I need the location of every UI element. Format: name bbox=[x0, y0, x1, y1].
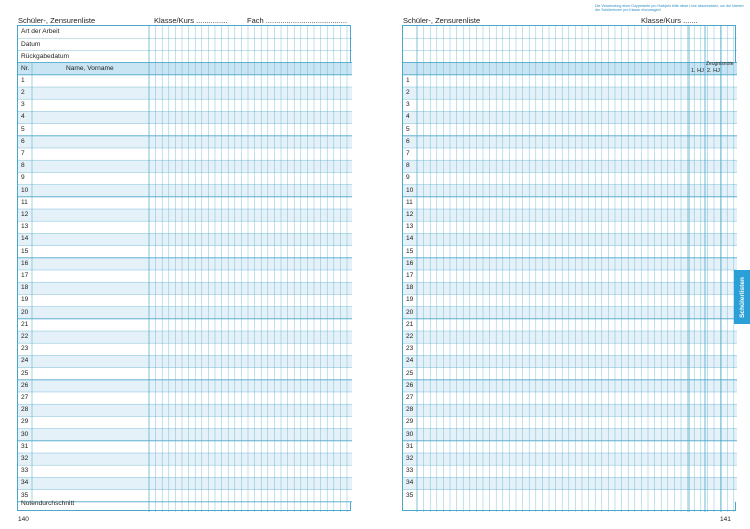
row-number: 13 bbox=[406, 223, 414, 231]
row-number: 17 bbox=[21, 272, 29, 279]
row-number: 8 bbox=[406, 162, 410, 170]
klasse-kurs-field-right: Klasse/Kurs ....... bbox=[641, 16, 698, 25]
table-row bbox=[18, 209, 352, 221]
table-row bbox=[18, 294, 352, 306]
table-row bbox=[18, 380, 352, 392]
table-row bbox=[18, 441, 352, 453]
table-row bbox=[18, 331, 352, 343]
table-row bbox=[18, 465, 352, 477]
page-number-right: 141 bbox=[720, 516, 731, 523]
table-row bbox=[18, 233, 352, 245]
row-number: 2 bbox=[21, 89, 25, 96]
row-number: 31 bbox=[21, 442, 29, 450]
table-row bbox=[403, 416, 737, 428]
row-number: 3 bbox=[406, 101, 410, 109]
row-number: 2 bbox=[406, 89, 410, 96]
row-number: 29 bbox=[21, 418, 29, 426]
row-number: 3 bbox=[21, 101, 25, 109]
row-number: 21 bbox=[406, 320, 414, 328]
row-number: 18 bbox=[21, 284, 29, 292]
table-row bbox=[18, 343, 352, 355]
row-number: 29 bbox=[406, 418, 414, 426]
row-number: 11 bbox=[21, 198, 28, 206]
table-row bbox=[403, 258, 737, 270]
row-number: 4 bbox=[406, 113, 410, 121]
table-row bbox=[403, 246, 737, 258]
row-number: 5 bbox=[406, 125, 410, 133]
row-number: 27 bbox=[21, 394, 29, 401]
table-row bbox=[403, 160, 737, 172]
row-number: 23 bbox=[406, 345, 414, 353]
row-number: 10 bbox=[21, 186, 29, 194]
row-number: 24 bbox=[406, 357, 414, 365]
datum-label: Datum bbox=[21, 41, 41, 48]
table-row bbox=[403, 294, 737, 306]
row-number: 33 bbox=[21, 467, 29, 475]
table-row bbox=[403, 282, 737, 294]
row-number: 1 bbox=[21, 76, 25, 84]
row-number: 20 bbox=[406, 308, 414, 316]
grade-table-right bbox=[402, 25, 736, 511]
row-number: 16 bbox=[21, 259, 29, 267]
table-row bbox=[18, 75, 352, 87]
row-number: 8 bbox=[21, 162, 25, 170]
table-row bbox=[18, 282, 352, 294]
table-row bbox=[18, 111, 352, 123]
table-row bbox=[403, 185, 737, 197]
table-row bbox=[18, 416, 352, 428]
table-row bbox=[18, 429, 352, 441]
page-number-left: 140 bbox=[18, 516, 29, 523]
row-number: 28 bbox=[406, 406, 414, 414]
page-title: Schüler-, Zensurenliste bbox=[18, 16, 96, 25]
row-number: 34 bbox=[21, 479, 29, 487]
row-number: 15 bbox=[21, 247, 29, 255]
table-row bbox=[403, 392, 737, 404]
row-number: 24 bbox=[21, 357, 29, 365]
table-row bbox=[18, 307, 352, 319]
table-row bbox=[403, 380, 737, 392]
table-row bbox=[403, 87, 737, 99]
table-row bbox=[403, 209, 737, 221]
table-row bbox=[403, 429, 737, 441]
table-row bbox=[18, 136, 352, 148]
table-row bbox=[403, 270, 737, 282]
table-row bbox=[18, 148, 352, 160]
table-row bbox=[18, 355, 352, 367]
table-row bbox=[18, 368, 352, 380]
table-row bbox=[403, 75, 737, 87]
table-row bbox=[403, 124, 737, 136]
section-tab[interactable] bbox=[734, 270, 750, 324]
row-number: 19 bbox=[406, 296, 414, 304]
row-number: 31 bbox=[406, 442, 414, 450]
table-row bbox=[18, 246, 352, 258]
row-number: 5 bbox=[21, 125, 25, 133]
grid-lines-right bbox=[403, 26, 737, 512]
table-row bbox=[403, 355, 737, 367]
zeugnisnote-header: Zeugnisnote bbox=[706, 61, 734, 67]
row-number: 12 bbox=[21, 211, 29, 218]
art-der-arbeit-label: Art der Arbeit bbox=[21, 28, 60, 35]
rueckgabedatum-label: Rückgabedatum bbox=[21, 53, 70, 60]
row-number: 4 bbox=[21, 113, 25, 121]
row-number: 17 bbox=[406, 272, 414, 279]
table-row bbox=[18, 477, 352, 489]
row-number: 18 bbox=[406, 284, 414, 292]
row-number: 28 bbox=[21, 406, 29, 414]
row-number: 35 bbox=[406, 491, 414, 499]
row-number: 30 bbox=[406, 430, 414, 438]
fach-field: Fach ....................................... bbox=[247, 16, 348, 25]
row-number: 25 bbox=[406, 369, 414, 377]
table-row bbox=[403, 99, 737, 111]
row-number: 32 bbox=[21, 455, 29, 462]
table-row bbox=[403, 441, 737, 453]
table-row bbox=[18, 270, 352, 282]
row-number: 7 bbox=[406, 150, 410, 157]
row-number: 14 bbox=[21, 235, 29, 243]
table-row bbox=[18, 392, 352, 404]
table-row bbox=[18, 319, 352, 331]
row-number: 35 bbox=[21, 491, 29, 499]
row-number: 25 bbox=[21, 369, 29, 377]
table-row bbox=[403, 331, 737, 343]
table-row bbox=[403, 307, 737, 319]
row-number: 26 bbox=[21, 381, 29, 389]
instruction-note: Die Verwendung einer Doppelseite pro Halbjahr bitte diese Linie abschneiden, um die Namen der Schülerinnen pro Klasse einzutragen! bbox=[595, 4, 744, 13]
row-number: 30 bbox=[21, 430, 29, 438]
row-number: 32 bbox=[406, 455, 414, 462]
table-row bbox=[403, 490, 737, 502]
row-number: 12 bbox=[406, 211, 414, 218]
row-number: 22 bbox=[21, 333, 29, 340]
table-row bbox=[18, 258, 352, 270]
page-title-right: Schüler-, Zensurenliste bbox=[403, 16, 481, 25]
row-number: 15 bbox=[406, 247, 414, 255]
row-number: 27 bbox=[406, 394, 414, 401]
table-row bbox=[403, 343, 737, 355]
row-number: 1 bbox=[406, 76, 410, 84]
row-number: 20 bbox=[21, 308, 29, 316]
row-number: 33 bbox=[406, 467, 414, 475]
grade-table-left bbox=[17, 25, 351, 511]
name-header: Name, Vorname bbox=[66, 65, 114, 72]
row-number: 9 bbox=[21, 174, 25, 182]
row-number: 19 bbox=[21, 296, 29, 304]
row-number: 23 bbox=[21, 345, 29, 353]
table-row bbox=[18, 160, 352, 172]
table-row bbox=[18, 99, 352, 111]
nr-header: Nr. bbox=[21, 65, 30, 72]
table-row bbox=[18, 124, 352, 136]
table-row bbox=[18, 221, 352, 233]
row-number: 6 bbox=[406, 137, 410, 145]
table-row bbox=[403, 319, 737, 331]
row-number: 7 bbox=[21, 150, 25, 157]
table-row bbox=[403, 477, 737, 489]
hj1-header: 1. HJ bbox=[691, 68, 704, 74]
row-number: 16 bbox=[406, 259, 414, 267]
grid-lines bbox=[18, 26, 352, 512]
row-number: 34 bbox=[406, 479, 414, 487]
section-tab-label: Schülerlisten bbox=[738, 276, 746, 318]
row-number: 6 bbox=[21, 137, 25, 145]
row-number: 10 bbox=[406, 186, 414, 194]
row-number: 11 bbox=[406, 198, 413, 206]
table-row bbox=[18, 453, 352, 465]
table-row bbox=[403, 197, 737, 209]
klasse-kurs-field: Klasse/Kurs ............... bbox=[154, 16, 228, 25]
table-row bbox=[18, 172, 352, 184]
table-row bbox=[18, 197, 352, 209]
table-row bbox=[403, 136, 737, 148]
table-row bbox=[18, 404, 352, 416]
table-row bbox=[403, 221, 737, 233]
row-number: 21 bbox=[21, 320, 29, 328]
table-row bbox=[403, 172, 737, 184]
table-row bbox=[403, 148, 737, 160]
table-row bbox=[18, 87, 352, 99]
table-row bbox=[403, 111, 737, 123]
table-row bbox=[403, 404, 737, 416]
notendurchschnitt-label: Notendurchschnitt bbox=[21, 500, 75, 507]
table-row bbox=[403, 368, 737, 380]
hj2-header: 2. HJ bbox=[707, 68, 720, 74]
table-row bbox=[18, 185, 352, 197]
row-number: 13 bbox=[21, 223, 29, 231]
row-number: 9 bbox=[406, 174, 410, 182]
row-number: 14 bbox=[406, 235, 414, 243]
row-number: 26 bbox=[406, 381, 414, 389]
right-page bbox=[375, 0, 750, 529]
table-row bbox=[403, 233, 737, 245]
table-row bbox=[403, 453, 737, 465]
table-row bbox=[403, 465, 737, 477]
row-number: 22 bbox=[406, 333, 414, 340]
